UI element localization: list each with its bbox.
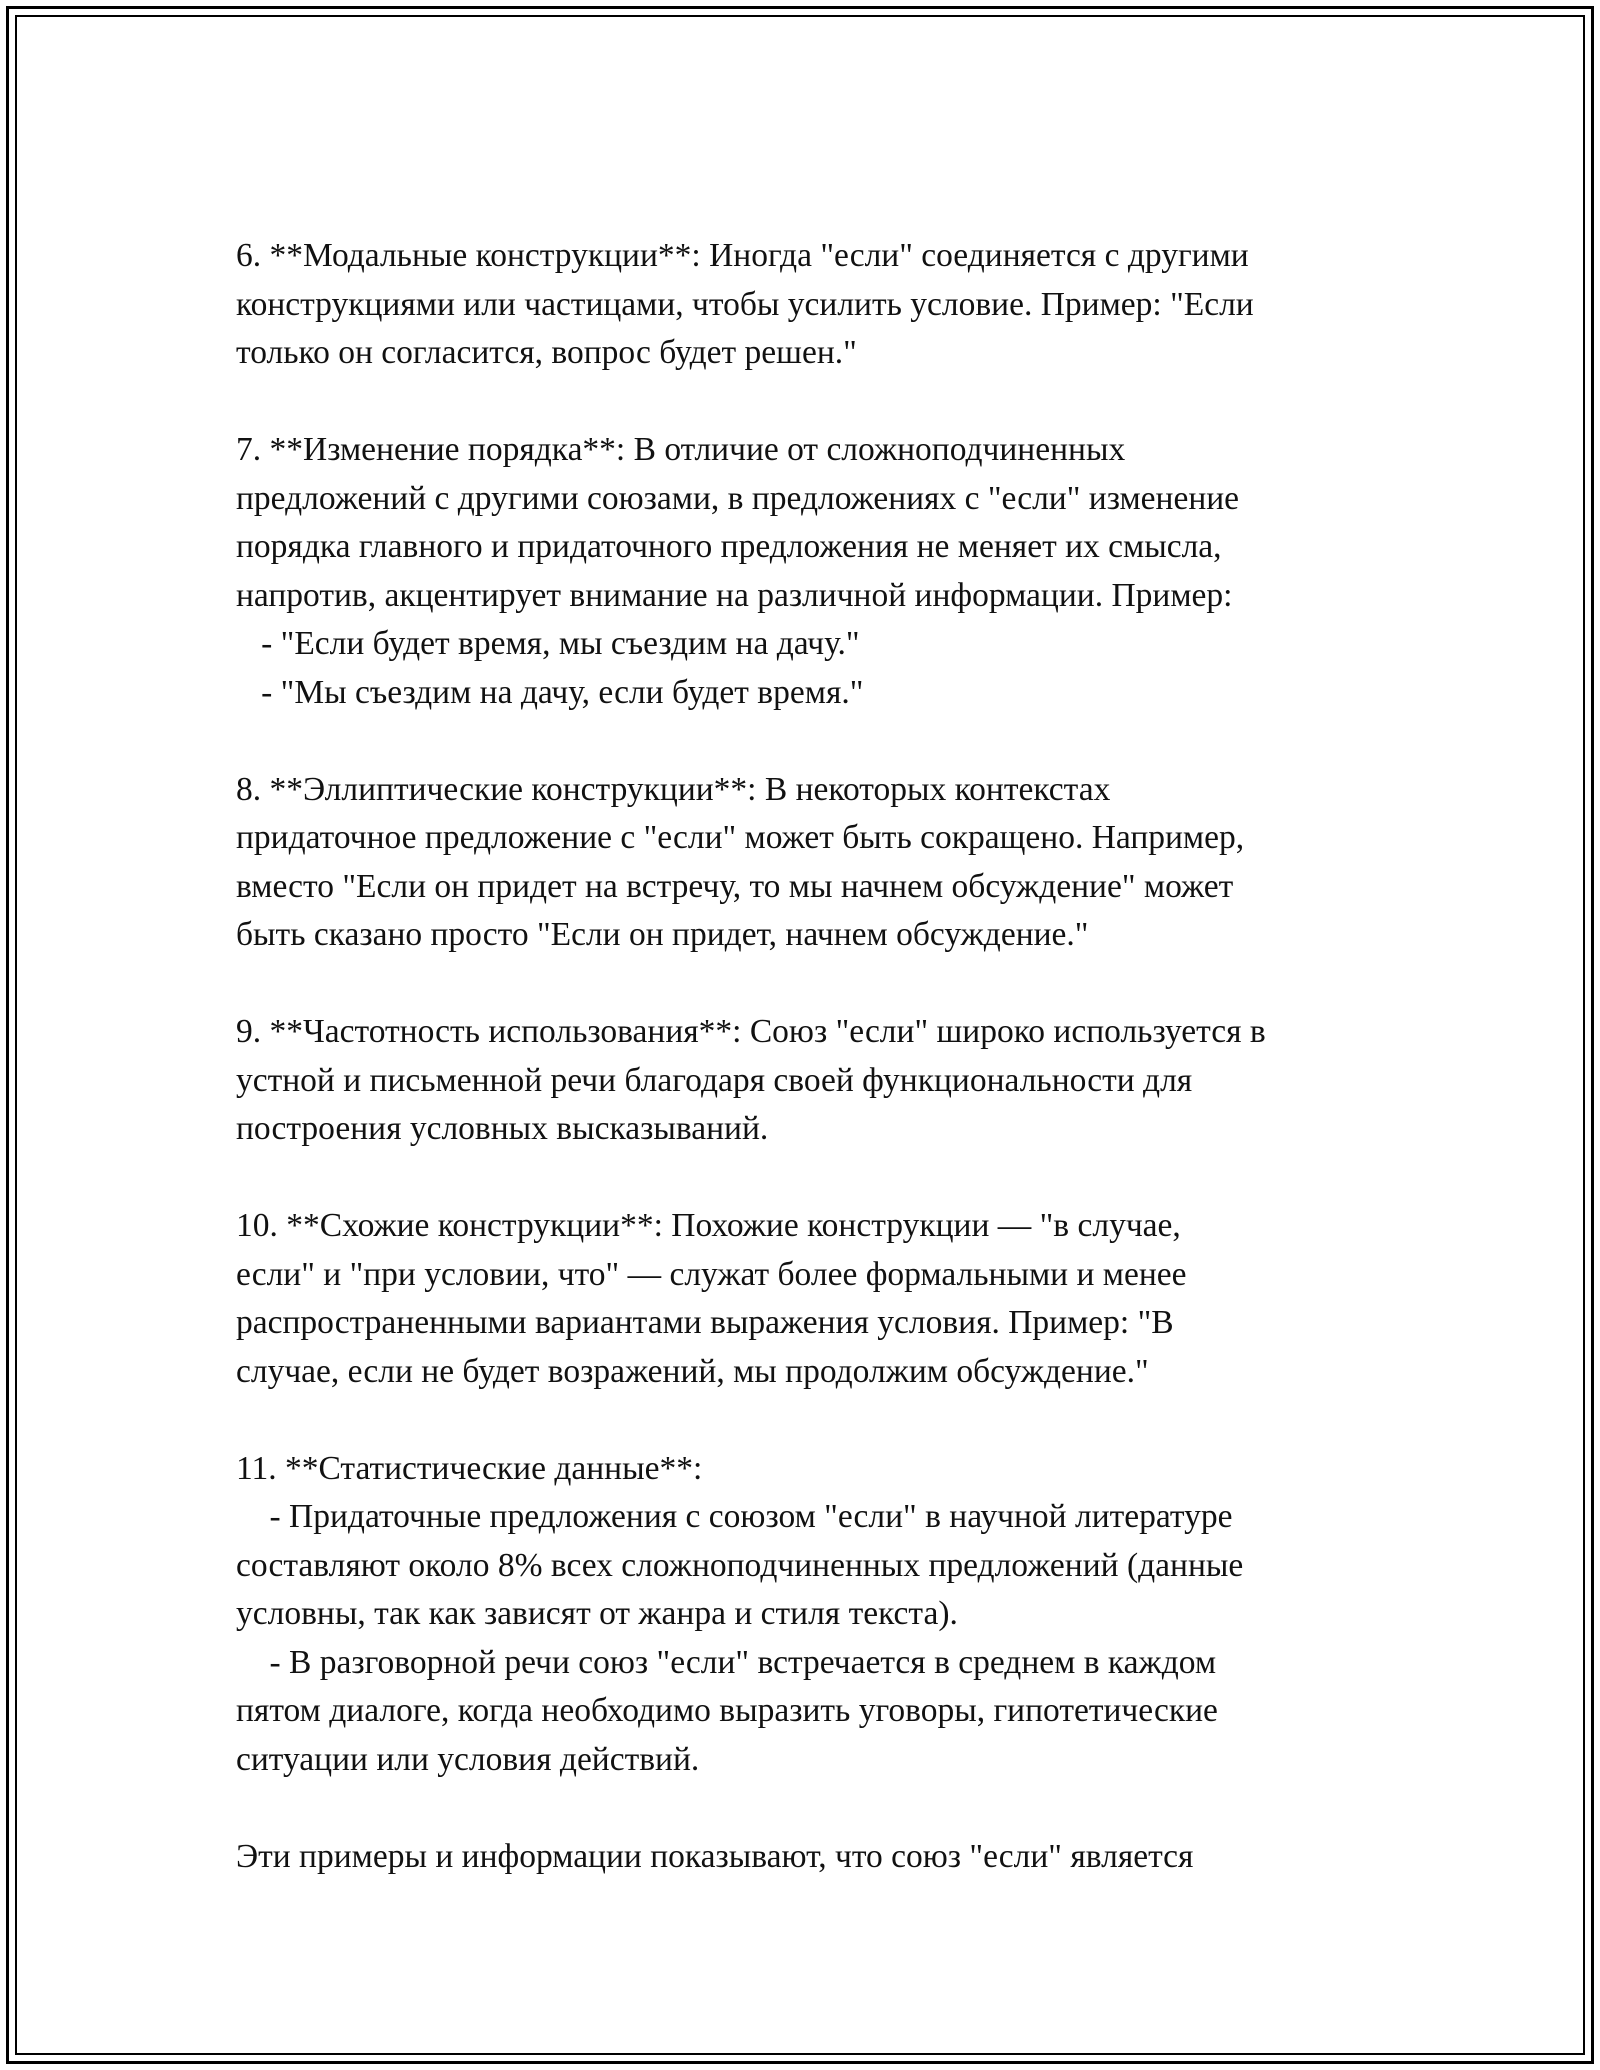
section-9-usage-frequency [236,1008,1386,1154]
paragraph-gap [236,1784,1386,1833]
text-line: 9. **Частотность использования**: Союз "если" широко используется в [236,1013,1266,1050]
text-line: 11. **Статистические данные**: [236,1449,703,1487]
text-line: случае, если не будет возражений, мы продолжим обсуждение." [236,1352,1149,1390]
text-line: быть сказано просто "Если он придет, начнем обсуждение." [236,916,1089,953]
section-8-elliptical-constructions [236,766,1386,960]
paragraph-gap [236,1154,1386,1203]
text-line: составляют около 8% всех сложноподчиненных предложений (данные [236,1546,1244,1584]
section-10-similar-constructions [236,1202,1386,1396]
text-line: вместо "Если он придет на встречу, то мы начнем обсуждение" может [236,867,1234,905]
text-line: только он согласится, вопрос будет решен." [236,334,857,371]
text-line: Эти примеры и информации показывают, что союз "если" является [236,1837,1194,1875]
text-line: распространенными вариантами выражения условия. Пример: "В [236,1304,1174,1341]
section-7-order-change [236,426,1386,717]
text-line: 6. **Модальные конструкции**: Иногда "если" соединяется с другими [236,237,1249,274]
document-body [236,232,1386,1881]
list-item: - В разговорной речи союз "если" встречается в среднем в каждом [236,1643,1217,1681]
list-item: - "Мы съездим на дачу, если будет время." [236,673,864,711]
list-item: - Придаточные предложения с союзом "если" в научной литературе [236,1498,1233,1535]
text-line: порядка главного и придаточного предложения не меняет их смысла, [236,528,1222,565]
section-6-modal-constructions [236,232,1386,378]
paragraph-gap [236,378,1386,427]
text-line: ситуации или условия действий. [236,1740,700,1778]
text-line: условны, так как зависят от жанра и стиля текста). [236,1595,958,1632]
section-11-statistics [236,1445,1386,1785]
text-line: предложений с другими союзами, в предложениях с "если" изменение [236,479,1240,517]
paragraph-gap [236,717,1386,766]
list-item: - "Если будет время, мы съездим на дачу." [236,625,860,662]
text-line: построения условных высказываний. [236,1110,769,1147]
text-line: устной и письменной речи благодаря своей функциональности для [236,1061,1193,1099]
paragraph-gap [236,1396,1386,1445]
text-line: 7. **Изменение порядка**: В отличие от сложноподчиненных [236,431,1126,468]
section-conclusion [236,1833,1386,1882]
text-line: пятом диалоге, когда необходимо выразить уговоры, гипотетические [236,1692,1218,1729]
text-line: 10. **Схожие конструкции**: Похожие конструкции — "в случае, [236,1207,1181,1244]
text-line: напротив, акцентирует внимание на различной информации. Пример: [236,576,1233,614]
text-line: придаточное предложение с "если" может быть сокращено. Например, [236,819,1245,856]
paragraph-gap [236,960,1386,1009]
text-line: 8. **Эллиптические конструкции**: В некоторых контекстах [236,770,1111,808]
text-line: конструкциями или частицами, чтобы усилить условие. Пример: "Если [236,285,1254,323]
text-line: если" и "при условии, что" — служат более формальными и менее [236,1255,1187,1293]
